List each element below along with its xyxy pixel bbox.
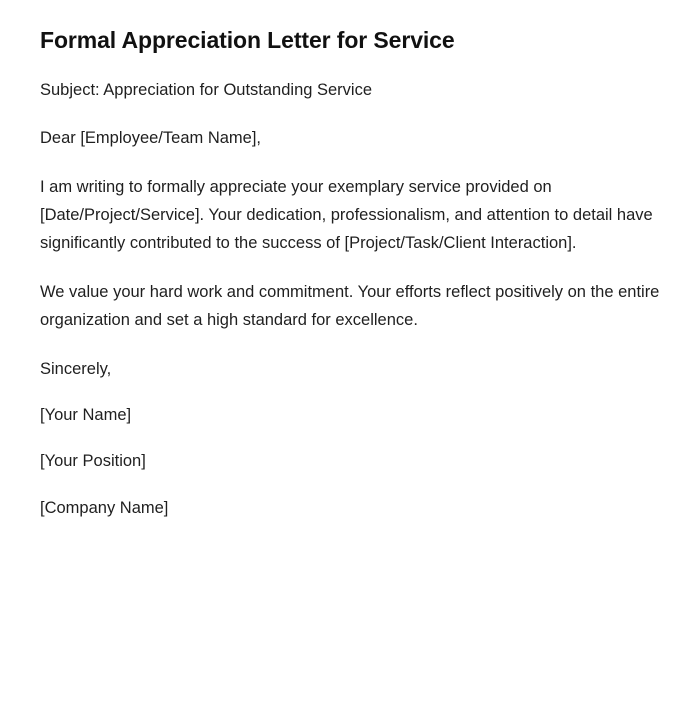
signature-position: [Your Position] [40, 452, 146, 471]
salutation: Dear [Employee/Team Name], [40, 129, 262, 148]
signature-company: [Company Name] [40, 498, 169, 517]
closing: Sincerely, [40, 359, 112, 378]
signature-name: [Your Name] [40, 405, 132, 424]
body-paragraph-1: I am writing to formally appreciate your exemplary service provided on [Date/Project/Service]. Your dedication, professionalism, and attention to detail have significantly contributed to the success of [Project/Task/Client Interaction]. [40, 177, 653, 253]
subject-line: Subject: Appreciation for Outstanding Service [40, 80, 373, 99]
body-paragraph-2: We value your hard work and commitment. Your efforts reflect positively on the entire organization and set a high standard for excellence. [40, 282, 660, 330]
page-title: Formal Appreciation Letter for Service [40, 27, 455, 53]
